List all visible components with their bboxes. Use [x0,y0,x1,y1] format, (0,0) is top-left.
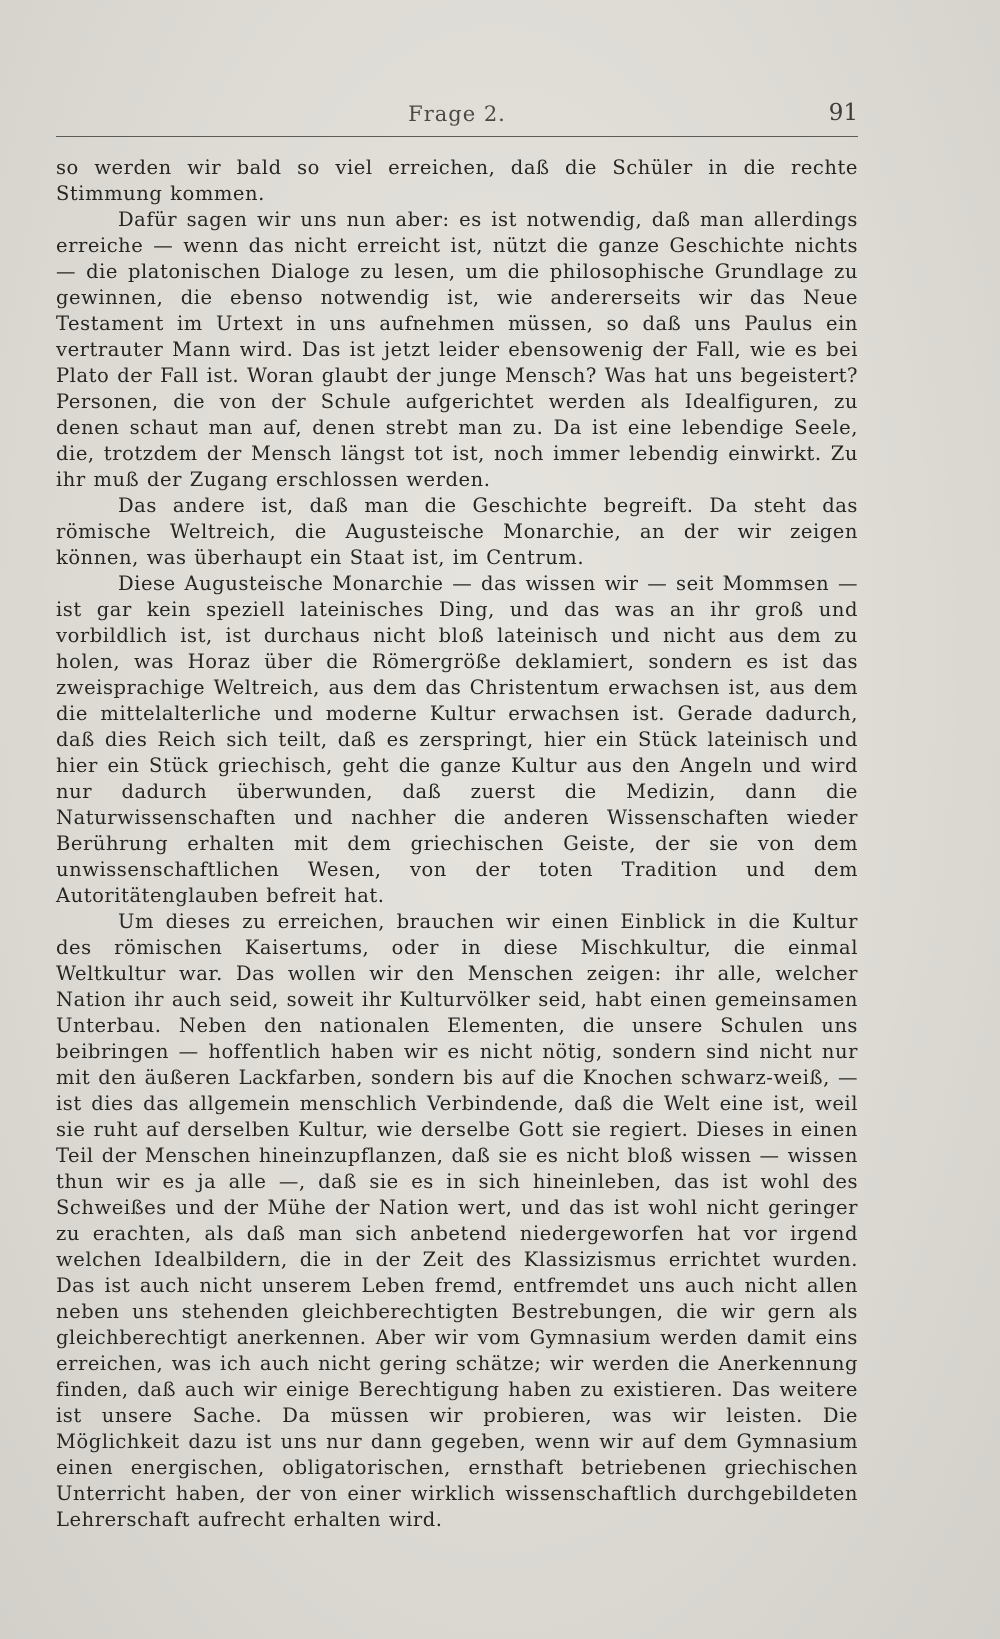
page-header [56,94,858,137]
paragraph: Dafür sagen wir uns nun aber: es ist notwendig, daß man allerdings erreiche — wenn das nicht erreicht ist, nützt die ganze Geschichte nichts — die platonischen Dialoge zu lesen, um die philosophische Grundlage zu gewinnen, die ebenso notwendig ist, wie andererseits wir das Neue Testament im Urtext in uns aufnehmen müssen, so daß uns Paulus ein vertrauter Mann wird. Das ist jetzt leider ebensowenig der Fall, wie es bei Plato der Fall ist. Woran glaubt der junge Mensch? Was hat uns begeistert? Personen, die von der Schule aufgerichtet werden als Idealfiguren, zu denen schaut man auf, denen strebt man zu. Da ist eine lebendige Seele, die, trotzdem der Mensch längst tot ist, noch immer lebendig einwirkt. Zu ihr muß der Zugang erschlossen werden. [56,208,858,491]
paragraph: Diese Augusteische Monarchie — das wissen wir — seit Mommsen — ist gar kein speziell lateinisches Ding, und das was an ihr groß und vorbildlich ist, ist durchaus nicht bloß lateinisch und nicht aus dem zu holen, was Horaz über die Römergröße deklamiert, sondern es ist das zweisprachige Weltreich, aus dem das Christentum erwachsen ist, aus dem die mittelalterliche und moderne Kultur erwachsen ist. Gerade dadurch, daß dies Reich sich teilt, daß es zerspringt, hier ein Stück lateinisch und hier ein Stück griechisch, geht die ganze Kultur aus den Angeln und wird nur dadurch überwunden, daß zuerst die Medizin, dann die Naturwissenschaften und nachher die anderen Wissenschaften wieder Berührung erhalten mit dem griechischen Geiste, der sie von dem unwissenschaftlichen Wesen, von der toten Tradition und dem Autoritätenglauben befreit hat. [56,572,858,907]
running-title: Frage 2. [408,102,506,126]
paragraph: Das andere ist, daß man die Geschichte begreift. Da steht das römische Weltreich, die Augusteische Monarchie, an der wir zeigen können, was überhaupt ein Staat ist, im Centrum. [56,494,858,569]
page-number: 91 [828,100,858,126]
body-text [56,155,858,1533]
paragraph-continuation: so werden wir bald so viel erreichen, daß die Schüler in die rechte Stimmung kommen. [56,156,858,205]
paragraph: Um dieses zu erreichen, brauchen wir einen Einblick in die Kultur des römischen Kaisertums, oder in diese Mischkultur, die einmal Weltkultur war. Das wollen wir den Menschen zeigen: ihr alle, welcher Nation ihr auch seid, soweit ihr Kulturvölker seid, habt einen gemeinsamen Unterbau. Neben den nationalen Elementen, die unsere Schulen uns beibringen — hoffentlich haben wir es nicht nötig, sondern sind nicht nur mit den äußeren Lackfarben, sondern bis auf die Knochen schwarz-weiß, — ist dies das allgemein menschlich Verbindende, daß die Welt eine ist, weil sie ruht auf derselben Kultur, wie derselbe Gott sie regiert. Dieses in einen Teil der Menschen hineinzupflanzen, daß sie es nicht bloß wissen — wissen thun wir es ja alle —, daß sie es in sich hineinleben, das ist wohl des Schweißes und der Mühe der Nation wert, und das ist wohl nicht geringer zu erachten, als daß man sich anbetend niedergeworfen hat vor irgend welchen Idealbildern, die in der Zeit des Klassizismus errichtet wurden. Das ist auch nicht unserem Leben fremd, entfremdet uns auch nicht allen neben uns stehenden gleichberechtigten Bestrebungen, die wir gern als gleichberechtigt anerkennen. Aber wir vom Gymnasium werden damit eins erreichen, was ich auch nicht gering schätze; wir werden die Anerkennung finden, daß auch wir einige Berechtigung haben zu existieren. Das weitere ist unsere Sache. Da müssen wir probieren, was wir leisten. Die Möglichkeit dazu ist uns nur dann gegeben, wenn wir auf dem Gymnasium einen energischen, obligatorischen, ernsthaft betriebenen griechischen Unterricht haben, der von einer wirklich wissenschaftlich durchgebildeten Lehrerschaft aufrecht erhalten wird. [56,910,858,1531]
